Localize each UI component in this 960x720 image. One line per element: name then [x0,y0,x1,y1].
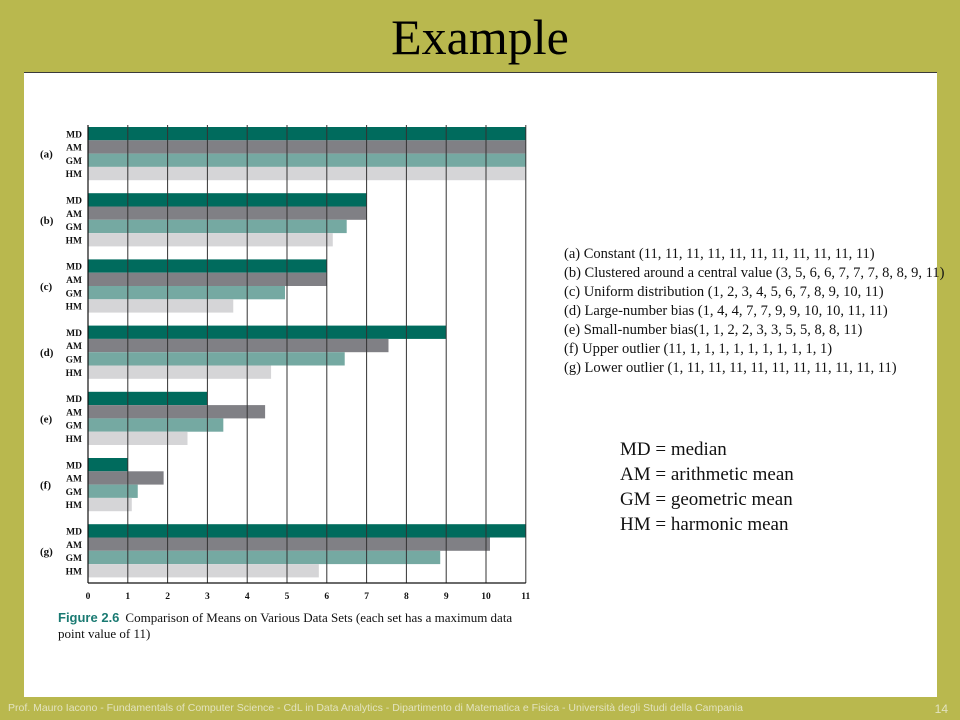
series-label: MD [66,527,82,538]
abbreviation-harmonic-mean: HM = harmonic mean [620,514,789,535]
slide-number: 14 [934,702,948,716]
x-tick-label: 6 [324,592,330,602]
bar-a-md [88,127,526,140]
series-label: HM [65,302,82,313]
bar-e-am [88,405,265,418]
series-label: AM [66,276,82,286]
bar-f-hm [88,498,132,511]
group-label: (b) [40,214,54,227]
x-tick-label: 1 [125,592,131,602]
bar-a-gm [88,154,526,167]
figure-label: Figure 2.6 [58,610,120,625]
x-tick-label: 5 [284,592,290,602]
x-tick-label: 11 [521,592,531,602]
abbreviation-arithmetic-mean: AM = arithmetic mean [620,464,794,485]
bar-g-gm [88,551,440,564]
slide-title: Example [391,9,569,65]
bar-c-hm [88,299,233,312]
bar-e-hm [88,432,188,445]
series-label: GM [65,487,82,498]
legend-item: (e) Small-number bias(1, 1, 2, 2, 3, 3, 5, 5, 8, 8, 11) [564,322,863,338]
group-label: (c) [40,281,53,293]
x-tick-label: 7 [364,592,369,602]
bar-b-am [88,207,367,220]
x-tick-label: 4 [244,592,250,602]
series-label: HM [65,236,82,247]
series-label: HM [65,501,82,512]
series-label: GM [65,554,82,565]
bar-d-hm [88,366,271,379]
series-label: AM [66,474,82,485]
bar-c-gm [88,286,285,299]
figure-caption [58,610,538,642]
series-label: AM [66,342,82,353]
series-label: MD [66,196,82,207]
group-label: (d) [40,347,54,360]
slide-footer: Prof. Mauro Iacono - Fundamentals of Computer Science - CdL in Data Analytics - Dipartimento di Matematica e Fisica - Università degli Studi della Campania [8,702,743,714]
group-label: (e) [40,413,53,426]
series-label: HM [65,435,82,445]
bar-f-gm [88,485,138,498]
group-label: (f) [40,479,51,492]
legend-item: (a) Constant (11, 11, 11, 11, 11, 11, 11, 11, 11, 11, 11) [564,246,875,262]
series-label: MD [66,461,82,472]
legend-item: (f) Upper outlier (11, 1, 1, 1, 1, 1, 1, 1, 1, 1, 1) [564,341,833,357]
series-label: HM [65,170,82,181]
series-label: MD [66,130,82,141]
figure-caption-text: Comparison of Means on Various Data Sets (each set has a maximum data point value of 11) [58,610,513,641]
series-label: MD [66,395,82,406]
series-label: AM [66,408,82,419]
bar-a-hm [88,167,526,180]
series-label: MD [66,328,82,339]
content-panel [24,72,945,697]
series-label: HM [65,368,82,379]
series-label: AM [66,143,82,154]
bar-f-am [88,471,164,484]
series-label: MD [66,262,82,273]
bar-d-gm [88,352,345,365]
series-label: GM [65,156,82,167]
bar-a-am [88,140,526,153]
bar-e-gm [88,418,223,431]
x-tick-label: 10 [481,592,491,602]
bar-g-hm [88,564,319,577]
abbreviation-list [620,437,794,537]
series-label: GM [65,289,82,300]
abbreviation-geometric-mean: GM = geometric mean [620,489,793,510]
abbreviation-median: MD = median [620,439,727,460]
legend-item: (b) Clustered around a central value (3, 5, 6, 6, 7, 7, 7, 8, 8, 9, 11) [564,265,945,281]
means-comparison-chart [24,73,937,697]
series-label: GM [65,355,82,366]
series-label: GM [65,223,82,234]
bar-g-am [88,538,490,551]
bar-d-md [88,326,446,339]
group-label: (a) [40,148,53,161]
x-tick-label: 3 [205,592,210,602]
bar-b-md [88,193,367,206]
legend-item: (d) Large-number bias (1, 4, 4, 7, 7, 9, 9, 10, 10, 11, 11) [564,303,888,319]
x-tick-label: 8 [404,592,409,602]
legend-item: (g) Lower outlier (1, 11, 11, 11, 11, 11, 11, 11, 11, 11, 11) [564,360,897,376]
bar-e-md [88,392,207,405]
series-label: HM [65,567,82,578]
bar-b-hm [88,233,333,246]
data-set-legend [564,245,944,378]
series-label: GM [65,421,82,432]
group-label: (g) [40,545,53,558]
bar-d-am [88,339,388,352]
bar-g-md [88,524,526,537]
series-label: AM [66,540,82,551]
series-label: AM [66,209,82,220]
bar-b-gm [88,220,347,233]
x-tick-label: 2 [165,592,170,602]
x-tick-label: 0 [85,592,91,602]
bar-f-md [88,458,128,471]
legend-item: (c) Uniform distribution (1, 2, 3, 4, 5, 6, 7, 8, 9, 10, 11) [564,284,884,300]
x-tick-label: 9 [443,592,449,602]
